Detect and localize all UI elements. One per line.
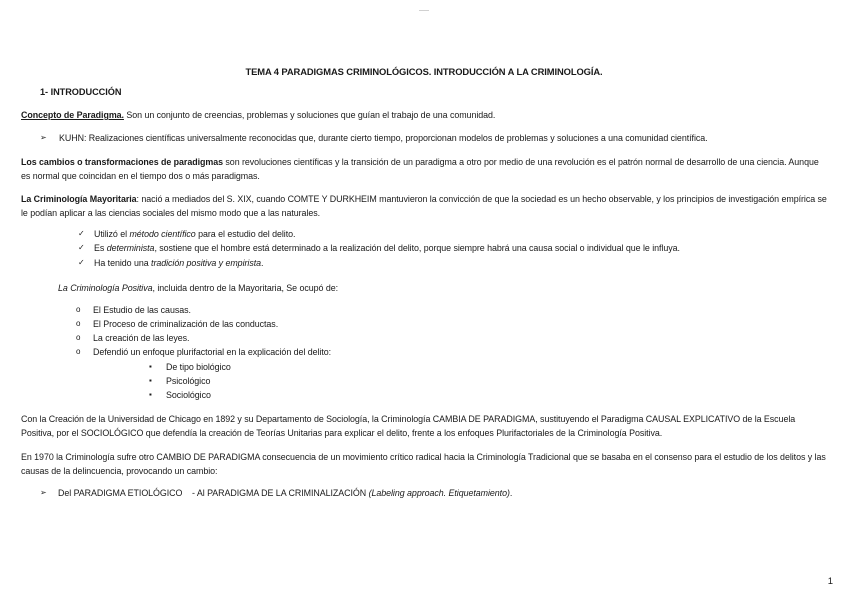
final-text-italic: (Labeling approach. Etiquetamiento) — [368, 488, 510, 498]
square-item-text: Psicológico — [166, 376, 211, 386]
check-text-c: . — [261, 258, 264, 268]
check-text-a: Es — [94, 243, 107, 253]
final-text-main: Del PARADIGMA ETIOLÓGICO - Al PARADIGMA DE LA CRIMINALIZACIÓN — [58, 488, 369, 498]
cambios-paragraph — [21, 155, 829, 183]
final-text — [58, 488, 512, 498]
mayoritaria-paragraph — [21, 192, 829, 220]
cambios-term: Los cambios o transformaciones de paradigmas — [21, 157, 223, 167]
square-bullet-icon: ▪ — [149, 390, 152, 399]
square-bullet-icon: ▪ — [149, 376, 152, 385]
circle-bullet-icon: o — [76, 319, 81, 328]
concepto-term: Concepto de Paradigma. — [21, 110, 124, 120]
check-icon: ✓ — [78, 243, 85, 252]
square-item-text: De tipo biológico — [166, 362, 231, 372]
circle-item-text: Defendió un enfoque plurifactorial en la explicación del delito: — [93, 347, 332, 357]
circle-bullet-icon: o — [76, 305, 81, 314]
page-number: 1 — [827, 576, 833, 587]
kuhn-text: KUHN: Realizaciones científicas universalmente reconocidas que, durante cierto tiempo, proporcionan modelos de problemas y soluciones a una comunidad científica. — [59, 133, 708, 143]
circle-bullet-icon: o — [76, 347, 81, 356]
check-text-emphasis: método científico — [129, 229, 196, 239]
circle-bullet-icon: o — [76, 333, 81, 342]
check-icon: ✓ — [78, 258, 85, 267]
check-item-text — [94, 229, 295, 239]
mayoritaria-term: La Criminología Mayoritaria — [21, 194, 137, 204]
circle-item-text: La creación de las leyes. — [93, 333, 190, 343]
mayoritaria-text: : nació a mediados del S. XIX, cuando COMTE Y DURKHEIM mantuvieron la convicción de que la sociedad es un hecho observable, y los principios de investigación empírica se le podían aplicar a las ciencias sociales del mismo modo que a las naturales. — [21, 194, 827, 218]
cambios-text: son revoluciones científicas y la transición de un paradigma a otro por medio de una revolución es el patrón normal de desarrollo de una ciencia. Aunque es normal que coincidan en el tiempo dos o más paradigmas. — [21, 157, 819, 181]
circle-item-text: El Proceso de criminalización de las conductas. — [93, 319, 279, 329]
arrow-bullet-icon: ➢ — [40, 133, 47, 142]
chicago-paragraph: Con la Creación de la Universidad de Chicago en 1892 y su Departamento de Sociología, la Criminología CAMBIA DE PARADIGMA, sustituyendo el Paradigma CAUSAL EXPLICATIVO de la Escuela Positiva, por el SOCIOLÓGICO que defendía la creación de Teorías Unitarias para explicar el delito, frente a los enfoques Plurifactoriales de la Criminología Positiva. — [21, 414, 796, 438]
square-bullet-icon: ▪ — [149, 362, 152, 371]
check-text-a: Ha tenido una — [94, 258, 152, 268]
square-item-text: Sociológico — [166, 390, 211, 400]
positiva-paragraph — [58, 283, 338, 293]
document-title: TEMA 4 PARADIGMAS CRIMINOLÓGICOS. INTRODUCCIÓN A LA CRIMINOLOGÍA. — [245, 66, 603, 77]
arrow-bullet-icon: ➢ — [40, 488, 47, 497]
check-text-c: para el estudio del delito. — [195, 229, 296, 239]
check-text-a: Utilizó el — [94, 229, 130, 239]
check-text-emphasis: determinista — [106, 243, 155, 253]
header-mark: —— — [419, 8, 429, 14]
final-text-end: . — [509, 488, 513, 498]
check-text-emphasis: tradición positiva y empirista — [151, 258, 262, 268]
check-icon: ✓ — [78, 229, 85, 238]
concepto-text: Son un conjunto de creencias, problemas y soluciones que guían el trabajo de una comunidad. — [123, 110, 496, 120]
check-item-text — [94, 258, 263, 268]
cambio-1970-paragraph: En 1970 la Criminología sufre otro CAMBIO DE PARADIGMA consecuencia de un movimiento crítico radical hacia la Criminología Tradicional que se basaba en el consenso para el estudio de los delitos y las causas de la delincuencia, provocando un cambio: — [21, 452, 826, 476]
section-heading: 1- INTRODUCCIÓN — [40, 87, 122, 97]
positiva-text: , incluida dentro de la Mayoritaria, Se ocupó de: — [152, 283, 339, 293]
check-text-c: , sostiene que el hombre está determinado a la realización del delito, porque siempre habrá una causa social o individual que le influya. — [154, 243, 680, 253]
concepto-paragraph — [21, 110, 495, 120]
circle-item-text: El Estudio de las causas. — [93, 305, 191, 315]
positiva-term: La Criminología Positiva — [58, 283, 153, 293]
check-item-text — [94, 243, 680, 253]
